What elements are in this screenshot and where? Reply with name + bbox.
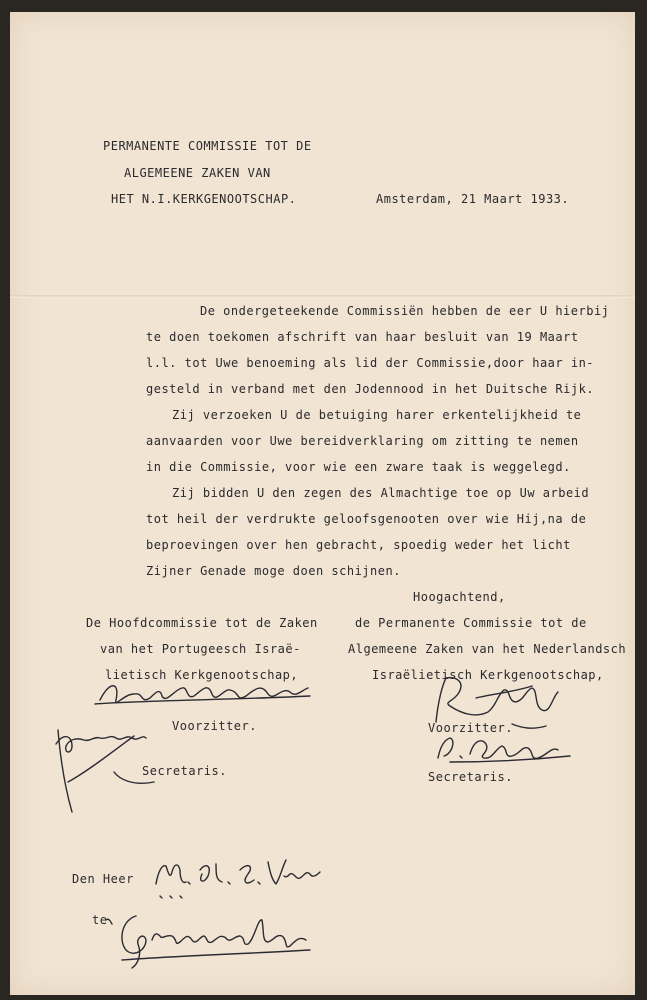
letterhead-line-2: ALGEMEENE ZAKEN VAN [124, 166, 271, 180]
right-role-secretary: Secretaris. [428, 770, 513, 784]
right-org-line-2: Algemeene Zaken van het Nederlandsch [348, 642, 627, 656]
left-chairman-signature [90, 670, 320, 716]
body-line: gesteld in verband met den Jodennood in het Duitsche Rijk. [146, 382, 595, 396]
body-line: in die Commissie, voor wie een zware taak is weggelegd. [146, 460, 571, 474]
body-line: aanvaarden voor Uwe bereidverklaring om zitting te nemen [146, 434, 579, 448]
paper-fold [10, 295, 635, 298]
body-line: De ondergeteekende Commissiën hebben de eer U hierbij [200, 304, 610, 318]
right-chairman-signature [422, 672, 572, 734]
body-line: beproevingen over hen gebracht, spoedig weder het licht [146, 538, 571, 552]
right-org-line-3: Israëlietisch Kerkgenootschap, [372, 668, 604, 682]
right-secretary-signature [430, 730, 580, 770]
body-line: Zij bidden U den zegen des Almachtige toe op Uw arbeid [172, 486, 590, 500]
body-line: Zij verzoeken U de betuiging harer erkentelijkheid te [172, 408, 582, 422]
place-handwritten [102, 910, 322, 972]
right-role-chairman: Voorzitter. [428, 721, 513, 735]
left-secretary-signature [50, 724, 160, 816]
right-org-line-1: de Permanente Commissie tot de [355, 616, 587, 630]
closing-line: Hoogachtend, [413, 590, 506, 604]
body-line: l.l. tot Uwe benoeming als lid der Commissie,door haar in- [146, 356, 595, 370]
letter-sheet [10, 12, 635, 995]
body-line: te doen toekomen afschrift van haar besluit van 19 Maart [146, 330, 579, 344]
address-te: te [92, 913, 108, 927]
address-salutation: Den Heer [72, 872, 134, 886]
letterhead-line-1: PERMANENTE COMMISSIE TOT DE [103, 139, 312, 153]
left-org-line-1: De Hoofdcommissie tot de Zaken [86, 616, 318, 630]
body-line: Zijner Genade moge doen schijnen. [146, 564, 401, 578]
body-line: tot heil der verdrukte geloofsgenooten over wie Hij,na de [146, 512, 587, 526]
left-role-chairman: Voorzitter. [172, 719, 257, 733]
left-org-line-2: van het Portugeesch Israë- [100, 642, 301, 656]
left-org-line-3: lietisch Kerkgenootschap, [105, 668, 299, 682]
addressee-name-handwritten [150, 852, 330, 902]
letterhead-line-3: HET N.I.KERKGENOOTSCHAP. [111, 192, 297, 206]
date-line: Amsterdam, 21 Maart 1933. [376, 192, 570, 206]
left-role-secretary: Secretaris. [142, 764, 227, 778]
